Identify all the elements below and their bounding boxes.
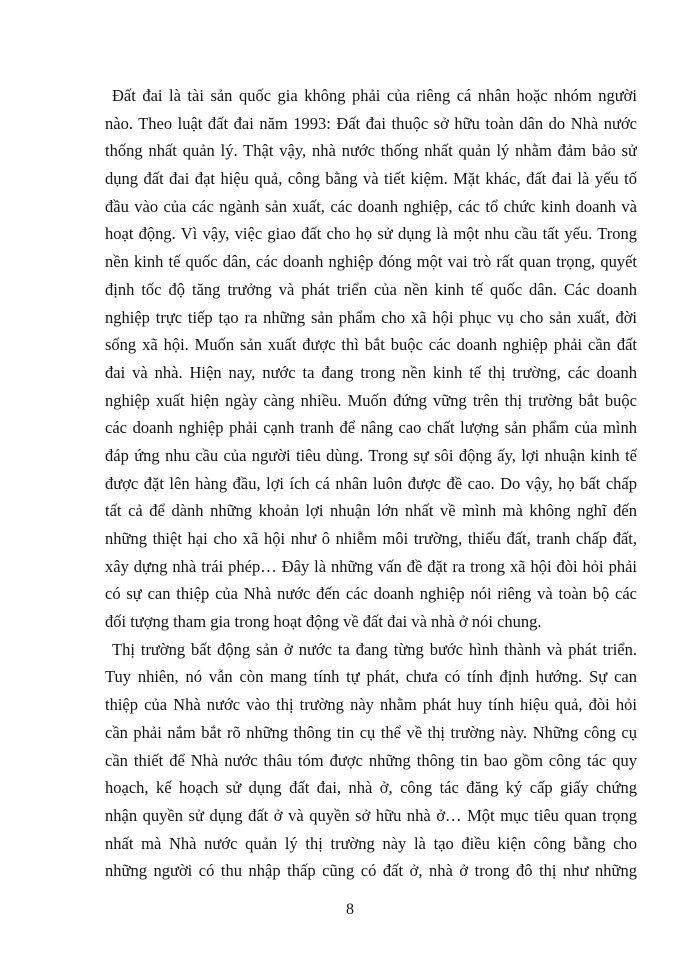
text-line: Tuy nhiên, nó vẫn còn mang tính tự phát, chưa có tính định hướng. Sự can: [105, 667, 637, 687]
text-line: nền kinh tế quốc dân, các doanh nghiệp đóng một vai trò rất quan trọng, quyết: [105, 252, 637, 272]
text-line: Thị trường bất động sản ở nước ta đang từng bước hình thành và phát triển.: [112, 639, 637, 659]
text-line: thiệp của Nhà nước vào thị trường này nhằm phát huy tính hiệu quả, đòi hỏi: [105, 695, 637, 715]
text-line: nhất mà Nhà nước quản lý thị trường này là tạo điều kiện công bằng cho: [105, 833, 637, 853]
text-line: dụng đất đai đạt hiệu quả, công bằng và tiết kiệm. Mặt khác, đất đai là yếu tố: [105, 169, 637, 189]
text-line: những thiệt hại cho xã hội như ô nhiễm môi trường, thiếu đất, tranh chấp đất,: [105, 529, 637, 548]
text-line: định tốc độ tăng trưởng và phát triển của nền kinh tế quốc dân. Các doanh: [105, 279, 637, 299]
text-line: hoạt động. Vì vậy, việc giao đất cho họ sử dụng là một nhu cầu tất yếu. Trong: [105, 224, 637, 244]
paragraph: [105, 636, 637, 885]
text-line: cần thiết để Nhà nước thâu tóm được những thông tin bao gồm công tác quy: [105, 750, 637, 770]
text-line: nghiệp trực tiếp tạo ra những sản phẩm cho xã hội phục vụ cho sản xuất, đời: [105, 307, 637, 327]
page-number: 8: [346, 901, 354, 918]
text-line: những người có thu nhập thấp cũng có đất ở, nhà ở trong đô thị như những: [105, 861, 637, 881]
text-line: các doanh nghiệp phải cạnh tranh để nâng cao chất lượng sản phẩm của mình: [105, 418, 637, 438]
text-line: đối tượng tham gia trong hoạt động về đất đai và nhà ở nói chung.: [105, 612, 542, 632]
text-line: nào. Theo luật đất đai năm 1993: Đất đai thuộc sở hữu toàn dân do Nhà nước: [105, 113, 637, 133]
text-line: đai và nhà. Hiện nay, nước ta đang trong nền kinh tế thị trường, các doanh: [105, 362, 637, 382]
text-line: đáp ứng nhu cầu của người tiêu dùng. Trong sự sôi động ấy, lợi nhuận kinh tế: [105, 445, 637, 465]
text-line: xây dựng nhà trái phép… Đây là những vấn đề đặt ra trong xã hội đòi hỏi phải: [105, 556, 637, 576]
text-line: hoạch, kế hoạch sử dụng đất đai, nhà ở, công tác đăng ký cấp giấy chứng: [105, 778, 637, 798]
text-line: đầu vào của các ngành sản xuất, các doanh nghiệp, các tổ chức kinh doanh và: [105, 196, 637, 216]
text-line: cần phải nắm bắt rõ những thông tin cụ thể về thị trường này. Những công cụ: [105, 722, 637, 742]
text-line: nhận quyền sử dụng đất ở và quyền sở hữu nhà ở… Một mục tiêu quan trọng: [105, 805, 637, 825]
text-line: tất cả để dành những khoản lợi nhuận lớn nhất về mình mà không nghĩ đến: [105, 501, 637, 521]
text-line: được đặt lên hàng đầu, lợi ích cá nhân luôn được đề cao. Do vậy, họ bất chấp: [105, 473, 637, 493]
paragraph: [105, 82, 637, 636]
text-line: có sự can thiệp của Nhà nước đến các doanh nghiệp nói riêng và toàn bộ các: [105, 584, 637, 604]
text-block: [105, 82, 637, 885]
text-line: thống nhất quản lý. Thật vậy, nhà nước thống nhất quản lý nhằm đảm bảo sử: [105, 141, 637, 161]
text-line: Đất đai là tài sản quốc gia không phải của riêng cá nhân hoặc nhóm người: [112, 86, 637, 105]
text-line: sống xã hội. Muốn sản xuất được thì bắt buộc các doanh nghiệp phải cần đất: [105, 335, 637, 355]
text-line: nghiệp xuất hiện ngày càng nhiều. Muốn đứng vững trên thị trường bắt buộc: [105, 390, 637, 410]
